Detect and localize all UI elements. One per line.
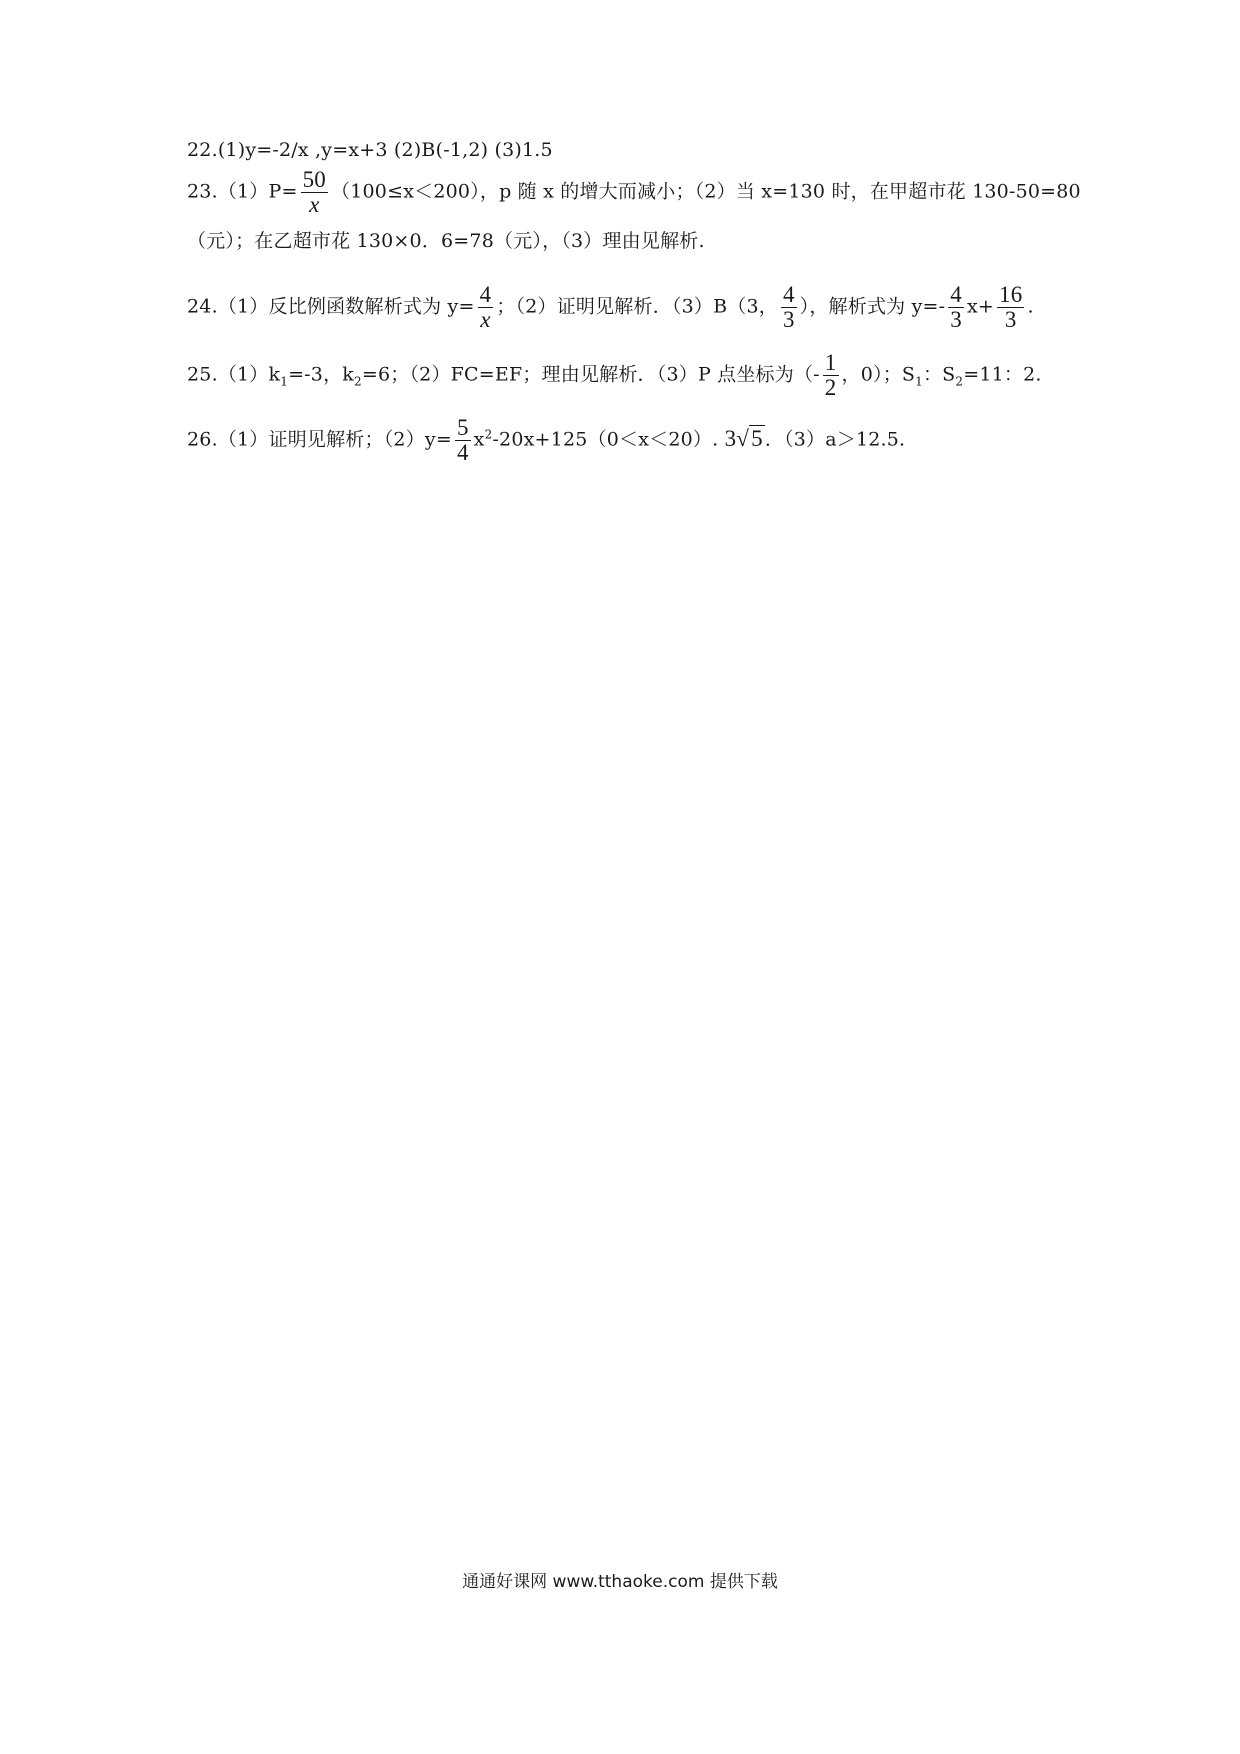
answer-25: $25.(1)k_1=-3$，$k_2=6$；（2）FC=EF；理由见解析．（3）P 点坐标为（- $\frac{1}{2}$ ，0）；$S_1$：$S_2=11$：2. (187, 350, 1042, 401)
sqrt-symbol: √5 (736, 425, 763, 451)
answer-23-line-2: （元）；在乙超市花 130×0．6=78（元），（3）理由见解析. (187, 230, 705, 252)
answer-24: 24.（1）反比例函数解析式为 y= $\frac{4}{x}$ ；（2）证明见解析．（3）B（3， $\frac{4}{3}$ ），解析式为 y=- $\frac{4}{3}$ x+ $\frac{16}{3}$ . (187, 282, 1034, 333)
fraction-4-over-3-a: $\frac{4}{3}$ (782, 282, 795, 333)
fraction-50-over-x: $\frac{50}{x}$ (302, 167, 327, 218)
fraction-16-over-3: $\frac{16}{3}$ (999, 282, 1023, 333)
footer-credit: 通通好课网 www.tthaoke.com 提供下载 (462, 1572, 778, 1592)
fraction-5-over-4: $\frac{5}{4}$ (456, 415, 469, 466)
fraction-4-over-3-b: $\frac{4}{3}$ (950, 282, 962, 333)
fraction-1-over-2: $\frac{1}{2}$ (824, 350, 837, 401)
radical-expression: 3√5 (724, 425, 763, 451)
fraction-4-over-x: $\frac{4}{x}$ (479, 282, 492, 333)
answer-26: 26.（1）证明见解析；（2）y= $\frac{5}{4}$ $x^2-20x+125(0<x<20)$. 3√5 ．（3）a＞12.5. (187, 415, 906, 466)
answer-23-line-1: 23.（1）P= $\frac{50}{x}$ （100≤x＜200），p 随 x 的增大而减小；（2）当 x=130 时，在甲超市花 130-50=80 (187, 167, 1081, 218)
answer-22: 22.(1)y=-2/x ,y=x+3 (2)B(-1,2) (3)1.5 (187, 139, 553, 161)
